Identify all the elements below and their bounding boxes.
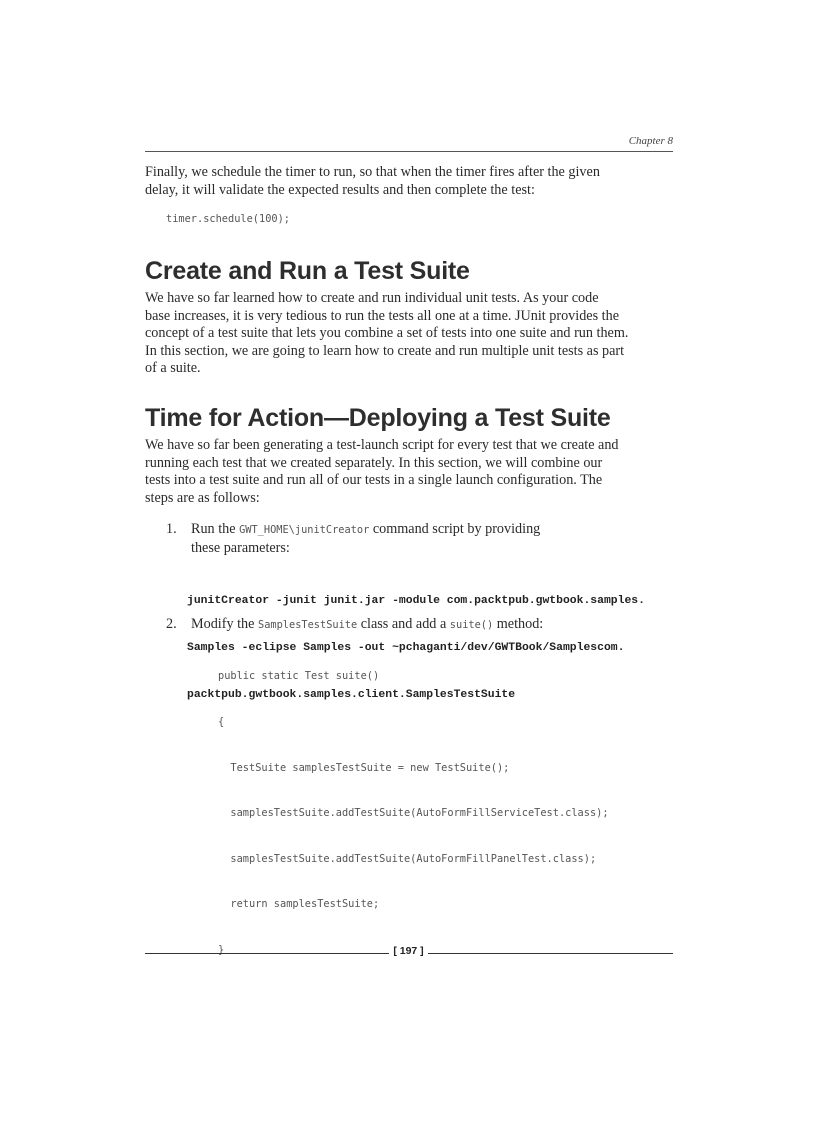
command-line: Samples -eclipse Samples -out ~pchaganti/dev/GWTBook/Samplescom. bbox=[187, 641, 625, 654]
code-line: { bbox=[218, 716, 225, 729]
intro-code: timer.schedule(100); bbox=[166, 213, 290, 225]
command-line: junitCreator -junit junit.jar -module com.packtpub.gwtbook.samples. bbox=[187, 595, 645, 608]
step-1 bbox=[166, 521, 666, 557]
section1-paragraph bbox=[145, 290, 673, 378]
step-continuation: these parameters: bbox=[191, 539, 290, 556]
code-line: return samplesTestSuite; bbox=[218, 898, 380, 911]
section-heading-create-run: Create and Run a Test Suite bbox=[145, 257, 470, 285]
paragraph-line: tests into a test suite and run all of our tests in a single launch configuration. The bbox=[145, 472, 603, 489]
paragraph-line: running each test that we created separately. In this section, we will combine our bbox=[145, 454, 603, 471]
code-line: samplesTestSuite.addTestSuite(AutoFormFillPanelTest.class); bbox=[218, 852, 597, 865]
paragraph-line: of a suite. bbox=[145, 360, 201, 377]
step-2 bbox=[166, 616, 666, 635]
step-text: Run the bbox=[191, 521, 240, 537]
paragraph-line: We have so far been generating a test-launch script for every test that we create and bbox=[145, 437, 619, 453]
code-line: } bbox=[218, 944, 225, 957]
paragraph-line: In this section, we are going to learn how to create and run multiple unit tests as part bbox=[145, 342, 625, 359]
step-text: command script by providing bbox=[369, 521, 541, 537]
step-inline-code: suite() bbox=[449, 619, 494, 631]
footer-rule-right bbox=[428, 953, 673, 954]
intro-line: delay, it will validate the expected results and then complete the test: bbox=[145, 181, 535, 198]
command-line: packtpub.gwtbook.samples.client.SamplesTestSuite bbox=[187, 688, 516, 701]
paragraph-line: concept of a test suite that lets you combine a set of tests into one suite and run them. bbox=[145, 325, 629, 342]
step-inline-code: SamplesTestSuite bbox=[258, 619, 358, 631]
section2-paragraph bbox=[145, 437, 673, 507]
section-heading-time-for-action: Time for Action—Deploying a Test Suite bbox=[145, 404, 611, 432]
step-number: 1. bbox=[166, 521, 177, 537]
intro-line: Finally, we schedule the timer to run, so that when the timer fires after the given bbox=[145, 164, 600, 180]
suite-method-code bbox=[218, 639, 609, 973]
paragraph-line: We have so far learned how to create and run individual unit tests. As your code bbox=[145, 290, 599, 306]
code-line: public static Test suite() bbox=[218, 670, 380, 683]
header-rule bbox=[145, 151, 673, 152]
code-line: samplesTestSuite.addTestSuite(AutoFormFillServiceTest.class); bbox=[218, 807, 609, 820]
running-head-chapter: Chapter 8 bbox=[628, 135, 673, 147]
page-number: [ 197 ] bbox=[393, 945, 424, 957]
step-text: Modify the bbox=[191, 616, 258, 632]
footer-rule-left bbox=[145, 953, 389, 954]
step-text: method: bbox=[493, 616, 544, 632]
code-line: TestSuite samplesTestSuite = new TestSuite(); bbox=[218, 761, 510, 774]
step-inline-code: GWT_HOME\junitCreator bbox=[239, 524, 370, 536]
intro-paragraph bbox=[145, 164, 673, 199]
paragraph-line: steps are as follows: bbox=[145, 489, 260, 506]
step-number: 2. bbox=[166, 616, 177, 632]
step-text: class and add a bbox=[357, 616, 450, 632]
paragraph-line: base increases, it is very tedious to run the tests all one at a time. JUnit provides the bbox=[145, 307, 619, 324]
